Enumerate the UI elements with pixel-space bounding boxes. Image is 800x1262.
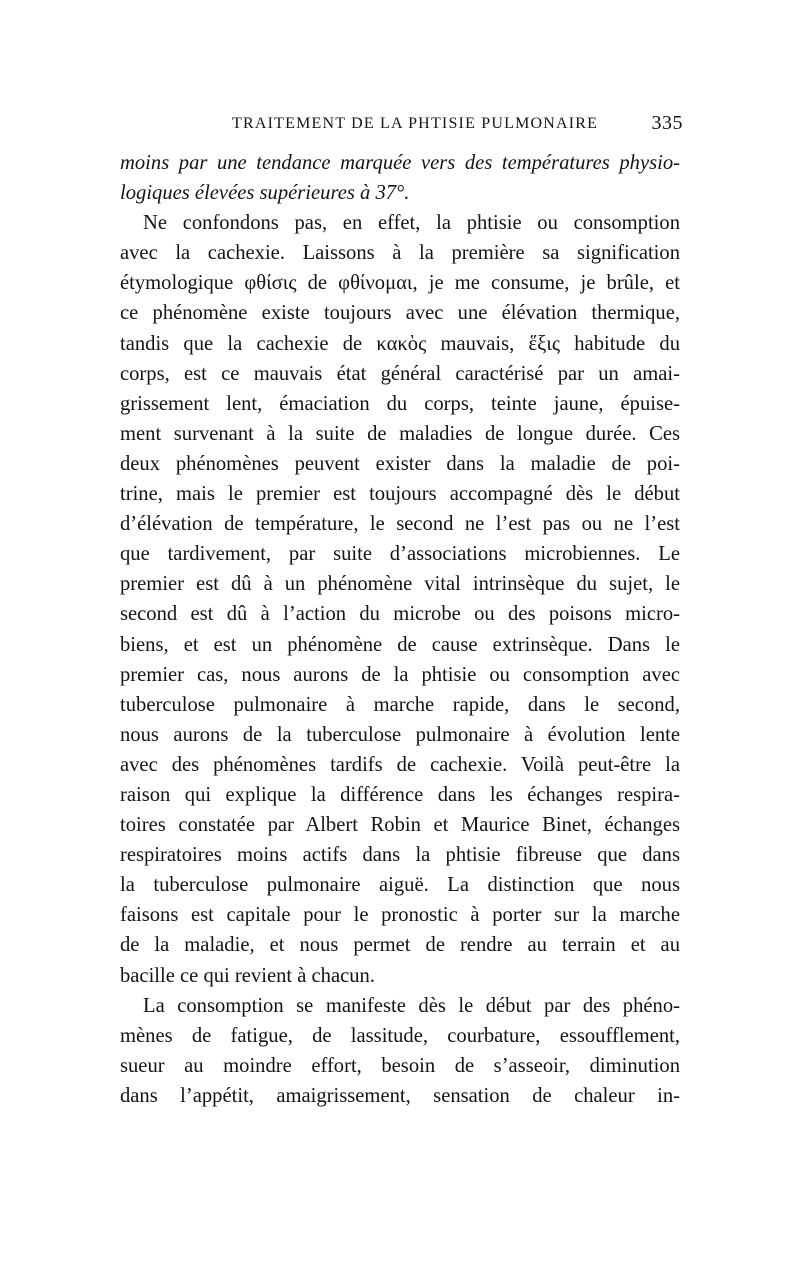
text-line: trine, mais le premier est toujours accompagné dès le début [120, 483, 680, 506]
text-line: faisons est capitale pour le pronostic à porter sur la marche [120, 904, 680, 927]
running-title: TRAITEMENT DE LA PHTISIE PULMONAIRE [232, 115, 599, 132]
text-line: respiratoires moins actifs dans la phtisie fibreuse que dans [120, 844, 680, 867]
text-line: avec la cachexie. Laissons à la première sa signification [120, 242, 680, 265]
text-line: tandis que la cachexie de κακὸς mauvais, ἕξις habitude du [120, 332, 680, 355]
text-line: La consomption se manifeste dès le début par des phéno- [143, 994, 680, 1017]
text-line: étymologique φθίσις de φθίνομαι, je me consume, je brûle, et [120, 272, 680, 295]
text-line: ce phénomène existe toujours avec une élévation thermique, [120, 302, 680, 325]
text-line: de la maladie, et nous permet de rendre au terrain et au [120, 934, 680, 957]
text-line: corps, est ce mauvais état général caractérisé par un amai- [120, 362, 680, 385]
text-line: bacille ce qui revient à chacun. [120, 964, 375, 987]
text-line: biens, et est un phénomène de cause extrinsèque. Dans le [120, 633, 680, 656]
text-line: ment survenant à la suite de maladies de longue durée. Ces [120, 422, 680, 445]
text-line: dans l’appétit, amaigrissement, sensation de chaleur in- [120, 1084, 680, 1107]
text-line: premier cas, nous aurons de la phtisie ou consomption avec [120, 663, 680, 686]
text-line: grissement lent, émaciation du corps, teinte jaune, épuise- [120, 392, 680, 415]
text-line: mènes de fatigue, de lassitude, courbature, essoufflement, [120, 1024, 680, 1047]
text-line: tuberculose pulmonaire à marche rapide, dans le second, [120, 693, 680, 716]
text-line: deux phénomènes peuvent exister dans la maladie de poi- [120, 452, 680, 475]
text-line: avec des phénomènes tardifs de cachexie. Voilà peut-être la [120, 753, 680, 776]
text-line: second est dû à l’action du microbe ou des poisons micro- [120, 603, 680, 626]
text-line: premier est dû à un phénomène vital intrinsèque du sujet, le [120, 573, 680, 596]
page-header [120, 112, 683, 136]
page-number: 335 [651, 112, 683, 134]
text-line: logiques élevées supérieures à 37°. [120, 182, 410, 205]
text-line: toires constatée par Albert Robin et Maurice Binet, échanges [120, 814, 680, 837]
text-line: nous aurons de la tuberculose pulmonaire à évolution lente [120, 723, 680, 746]
text-line: que tardivement, par suite d’associations microbiennes. Le [120, 543, 680, 566]
text-line: Ne confondons pas, en effet, la phtisie ou consomption [143, 212, 680, 235]
text-line: moins par une tendance marquée vers des températures physio- [120, 152, 680, 174]
text-line: raison qui explique la différence dans les échanges respira- [120, 783, 680, 806]
body-text [120, 148, 680, 1111]
text-line: d’élévation de température, le second ne l’est pas ou ne l’est [120, 513, 680, 536]
text-line: la tuberculose pulmonaire aiguë. La distinction que nous [120, 874, 680, 897]
text-line: sueur au moindre effort, besoin de s’asseoir, diminution [120, 1054, 680, 1077]
